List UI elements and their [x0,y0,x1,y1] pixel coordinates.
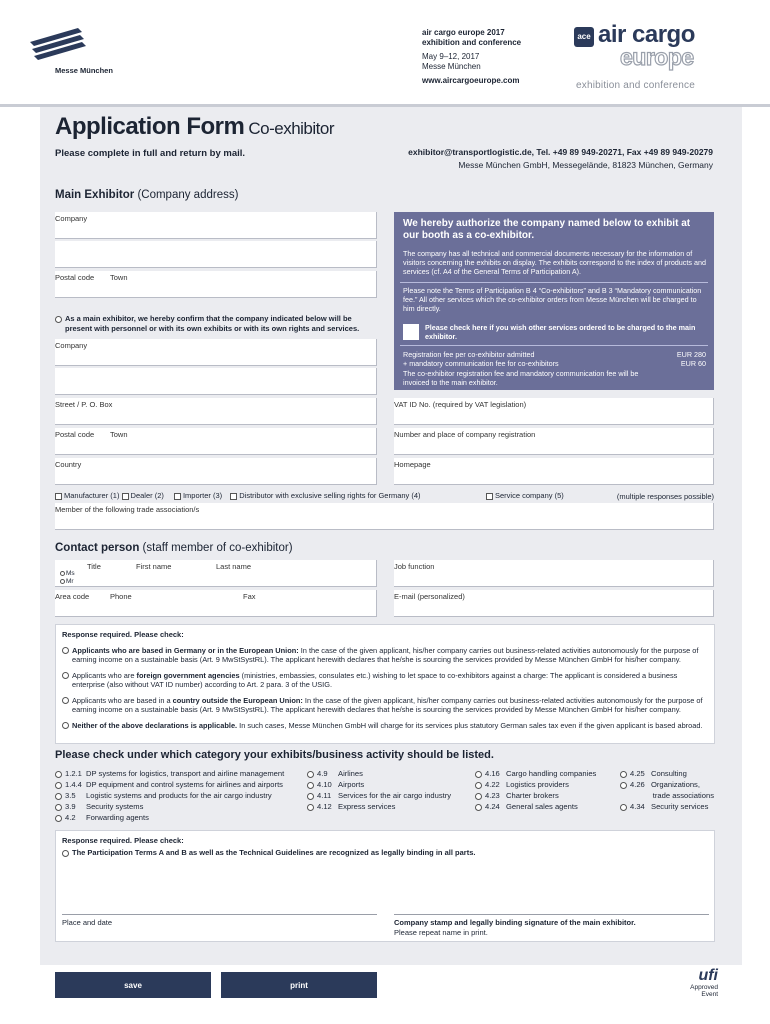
street-field[interactable] [55,398,377,425]
logo-text-bottom: europe [620,44,694,70]
ufi-logo-icon: ufi [698,967,718,984]
category-item[interactable]: 4.34 Security services [620,801,714,812]
category-item[interactable]: 3.9 Security systems [55,801,284,812]
phone-field[interactable] [55,590,377,617]
trade-association-field[interactable] [55,503,714,530]
type-service: Service company (5) [486,491,564,500]
authorize-para-2: Please note the Terms of Participation B 4 “Co-exhibitors” and B 3 “Mandatory communication fee.” All other services which the co-exhibitor orders from Messe München will be charged to him directly. [403,286,702,313]
page-title: Application Form Co-exhibitor [55,113,334,140]
homepage-field[interactable] [394,458,714,485]
postal2-label: Postal code [55,430,95,439]
homepage-label: Homepage [394,460,431,469]
response-opt3-text: Applicants who are based in a country outside the European Union: In the case of the given applicant, his/her company carries out business-related activities autonomously for the purpose of earning income on a sustainable basis (Art. 9 MwStSystRL). The applicant herewith declares that he/she is sourcing the services provided by Messe München GmbH for his/her company. [72,696,703,714]
category-item[interactable]: 4.22 Logistics providers [475,779,596,790]
category-item[interactable]: 4.26 Organizations, [620,779,714,790]
response-opt2-text: Applicants who are foreign government agencies (ministries, embassies, consulates etc.) wishing to let space to co-exhibitors against a charge: The applicant is considered a business enterprise (also without VAT ID number) according to Art. 2 para. 3 of the USIG. [72,671,678,689]
air-cargo-europe-logo [574,21,719,74]
charge-main-checkbox[interactable] [403,324,419,340]
event-type: exhibition and conference [422,38,522,47]
event-date: May 9–12, 2017 [422,52,480,61]
category-item[interactable]: 4.16 Cargo handling companies [475,768,596,779]
title-label: Title [87,562,101,571]
response-opt2-radio[interactable] [62,672,69,679]
contact-line-2: Messe München GmbH, Messegelände, 81823 München, Germany [458,160,713,170]
page-title-sub: Co-exhibitor [248,119,334,138]
confirm-statement: As a main exhibitor, we hereby confirm that the company indicated below will be present with personnel or with its own exhibits or with its own rights and services. [55,314,390,334]
name-field[interactable] [55,560,377,587]
category-item[interactable]: 4.23 Charter brokers [475,790,596,801]
ace-badge-icon: ace [574,27,594,47]
category-item[interactable]: 1.4.4 DP equipment and control systems for airlines and airports [55,779,284,790]
country-field[interactable] [55,458,377,485]
stamp-label: Company stamp and legally binding signature of the main exhibitor. [394,918,636,927]
email-label: E-mail (personalized) [394,592,465,601]
type-service-checkbox[interactable] [486,493,493,500]
coexhibitor-company-field[interactable] [55,339,377,366]
phone-label: Phone [110,592,132,601]
category-title: Please check under which category your exhibits/business activity should be listed. [55,749,494,761]
fee2-label: + mandatory communication fee for co-exhibitors [403,359,559,368]
messe-muenchen-logo-icon [30,28,88,62]
last-name-label: Last name [216,562,252,571]
terms-radio[interactable] [62,850,69,857]
type-dealer-checkbox[interactable] [122,493,129,500]
authorize-divider-2 [400,345,708,346]
category-item[interactable]: 4.2 Forwarding agents [55,812,284,823]
response-opt1-text: Applicants who are based in Germany or in the European Union: In the case of the given applicant, his/her company carries out business-related activities autonomously for the purpose of earning income on a sustainable basis (Art. 9 MwStSystRL). The applicant herewith declares that he/she is sourcing the services provided by Messe München GmbH for his/her company. [72,646,699,664]
category-item[interactable]: 4.10 Airports [307,779,451,790]
category-col-2 [307,768,451,812]
mr-option[interactable]: Mr [60,578,74,585]
event-venue: Messe München [422,62,481,71]
terms-statement: The Participation Terms A and B as well as the Technical Guidelines are recognized as legally binding in all parts. [62,848,475,857]
job-label: Job function [394,562,435,571]
response-heading: Response required. Please check: [62,630,184,639]
response-opt4-radio[interactable] [62,722,69,729]
print-button[interactable]: print [221,972,377,998]
ufi-badge [666,968,718,998]
regno-label: Number and place of company registration [394,430,536,439]
vat-label: VAT ID No. (required by VAT legislation) [394,400,527,409]
town-label: Town [110,273,128,282]
type-distributor-checkbox[interactable] [230,493,237,500]
org-name: Messe München [55,66,113,75]
event-name: air cargo europe 2017 [422,28,505,37]
signature-line [394,914,709,915]
ufi-line-1: Approved [690,984,718,991]
form-instruction: Please complete in full and return by mail. [55,148,246,159]
fee1-label: Registration fee per co-exhibitor admitted [403,350,535,359]
type-importer-checkbox[interactable] [174,493,181,500]
company2-label: Company [55,341,88,350]
response-opt4-text: Neither of the above declarations is applicable. In such cases, Messe München GmbH will charge for its services plus statutory German sales tax even if the given applicant is based abroad. [72,721,703,730]
postal-town-field[interactable] [55,271,377,298]
authorize-heading: We hereby authorize the company named below to exhibit at our booth as a co-exhibitor. [403,218,691,241]
area-label: Area code [55,592,90,601]
email-field[interactable] [394,590,714,617]
postal-label: Postal code [55,273,95,282]
job-field[interactable] [394,560,714,587]
contact-person-title: Contact person (staff member of co-exhibitor) [55,542,293,554]
town2-label: Town [110,430,128,439]
company-field-2[interactable] [55,241,377,268]
logo-text-top: air cargo [598,21,695,48]
response-opt1-radio[interactable] [62,647,69,654]
street-label: Street / P. O. Box [55,400,113,409]
terms-heading: Response required. Please check: [62,836,184,845]
vat-field[interactable] [394,398,714,425]
contact-line-1: exhibitor@transportlogistic.de, Tel. +49 89 949-20271, Fax +49 89 949-20279 [408,147,713,157]
charge-main-text: Please check here if you wish other services ordered to be charged to the main exhibitor. [425,323,696,341]
category-item[interactable]: 4.12 Express services [307,801,451,812]
authorize-divider-1 [400,282,708,283]
category-col-1 [55,768,284,823]
save-button[interactable]: save [55,972,211,998]
category-item[interactable]: 1.2.1 DP systems for logistics, transport and airline management [55,768,284,779]
place-date-line [62,914,377,915]
main-exhibitor-title: Main Exhibitor (Company address) [55,189,239,201]
multiple-note: (multiple responses possible) [616,492,714,501]
ms-option[interactable]: Ms [60,570,75,577]
logo-subtitle: exhibition and conference [576,80,695,91]
coexhibitor-company-field-2[interactable] [55,368,377,395]
ufi-line-2: Event [701,991,718,998]
category-col-4 [620,768,714,812]
first-name-label: First name [136,562,172,571]
category-col-3 [475,768,596,812]
company-field[interactable] [55,212,377,239]
event-info [422,28,521,86]
regno-field[interactable] [394,428,714,455]
company-label: Company [55,214,88,223]
confirm-radio[interactable] [55,316,62,323]
trade-label: Member of the following trade association/s [55,505,200,514]
category-item[interactable]: 4.9 Airlines [307,768,451,779]
category-item[interactable]: 3.5 Logistic systems and products for the air cargo industry [55,790,284,801]
repeat-name-label: Please repeat name in print. [394,928,488,937]
authorize-box [394,212,714,390]
category-item[interactable]: 4.11 Services for the air cargo industry [307,790,451,801]
authorize-para-1: The company has all technical and commercial documents necessary for the information of visitors concerning the exhibits on display. The exhibits correspond to the index of products and services (cf. A4 of the General Terms of Participation A). [403,249,706,276]
postal-town-field-2[interactable] [55,428,377,455]
company-types: Manufacturer (1) Dealer (2) Importer (3) Distributor with exclusive selling rights for Germany (4) [55,491,421,500]
category-item[interactable]: 4.25 Consulting [620,768,714,779]
country-label: Country [55,460,82,469]
place-date-label: Place and date [62,918,113,927]
fee-note: The co-exhibitor registration fee and mandatory communication fee will be invoiced to the main exhibitor. [403,369,639,387]
category-item[interactable]: 4.24 General sales agents [475,801,596,812]
fee1-value: EUR 280 [676,350,706,359]
category-item-continued: trade associations [652,791,714,800]
type-manufacturer-checkbox[interactable] [55,493,62,500]
response-opt3-radio[interactable] [62,697,69,704]
fax-label: Fax [243,592,256,601]
fee2-value: EUR 60 [680,359,706,368]
event-url[interactable]: www.aircargoeurope.com [422,76,520,85]
